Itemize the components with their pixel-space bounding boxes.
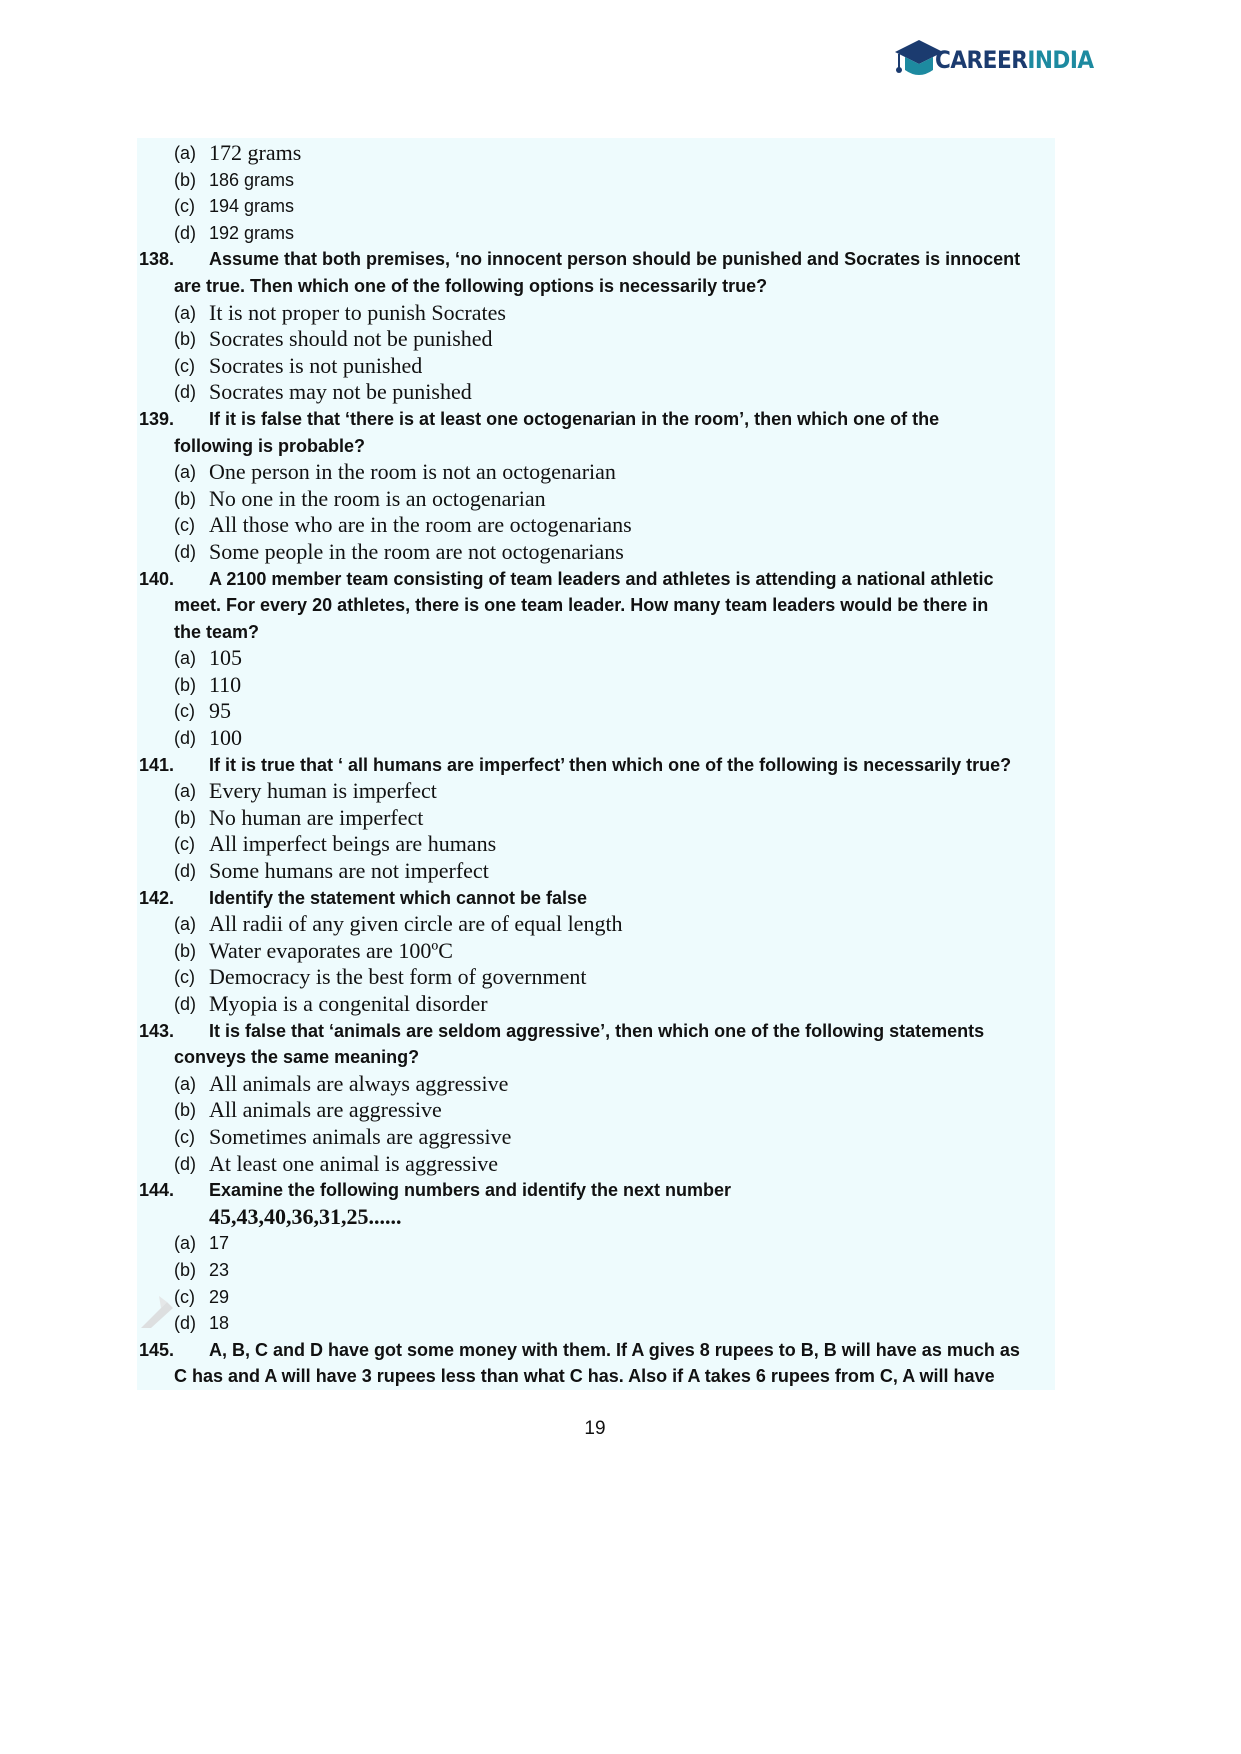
question-line (137, 1044, 1055, 1071)
option-text: Democracy is the best form of government (209, 964, 587, 990)
option-text: One person in the room is not an octogenarian (209, 459, 616, 485)
option-text: All imperfect beings are humans (209, 831, 497, 857)
option (137, 1230, 1055, 1257)
option-text: 29 (209, 1286, 230, 1307)
option-letter: (a) (174, 914, 196, 935)
question-text: A 2100 member team consisting of team leaders and athletes is attending a national athletic (209, 568, 994, 589)
option-text: All animals are always aggressive (209, 1070, 509, 1096)
question-text: A, B, C and D have got some money with them. If A gives 8 rupees to B, B will have as much as (209, 1339, 1020, 1360)
question-text: Identify the statement which cannot be false (209, 887, 588, 908)
option-letter: (b) (174, 807, 196, 828)
option (137, 805, 1055, 832)
option-text: 192 grams (209, 222, 295, 243)
option (137, 1284, 1055, 1311)
question-number: 138. (139, 249, 175, 270)
option-text: Socrates may not be punished (209, 379, 472, 405)
option-letter: (b) (174, 169, 196, 190)
option-text: No one in the room is an octogenarian (209, 485, 546, 511)
question-text: are true. Then which one of the following options is necessarily true? (174, 275, 768, 296)
option-letter: (b) (174, 940, 196, 961)
option-letter: (d) (174, 222, 196, 243)
option-text: At least one animal is aggressive (209, 1150, 498, 1176)
option-text: Socrates should not be punished (209, 326, 493, 352)
option-text: 172 grams (209, 140, 302, 165)
option-letter: (c) (174, 355, 195, 376)
option-letter: (d) (174, 728, 196, 749)
option-text: All animals are aggressive (209, 1097, 442, 1123)
option (137, 220, 1055, 247)
question-line (137, 1363, 1055, 1390)
option-letter: (a) (174, 1073, 196, 1094)
option (137, 512, 1055, 539)
option-text: 23 (209, 1259, 230, 1280)
option (137, 1257, 1055, 1284)
logo-text-career: CAREER (935, 46, 1028, 74)
page-number: 19 (584, 1418, 606, 1439)
option (137, 1097, 1055, 1124)
question-line (137, 619, 1055, 646)
option-text: No human are imperfect (209, 804, 424, 830)
logo-wordmark (935, 48, 1094, 72)
option-text: All those who are in the room are octogenarians (209, 512, 632, 538)
careerindia-logo (893, 34, 1094, 84)
question-144 (137, 1177, 1055, 1204)
option-letter: (a) (174, 648, 196, 669)
option-text: 110 (209, 671, 242, 697)
option-letter: (c) (174, 1126, 195, 1147)
option-text: All radii of any given circle are of equal length (209, 911, 623, 937)
option (137, 964, 1055, 991)
option-letter: (d) (174, 1313, 196, 1334)
option-letter: (b) (174, 1259, 196, 1280)
option (137, 379, 1055, 406)
option (137, 167, 1055, 194)
option (137, 140, 1055, 167)
option-letter: (b) (174, 329, 196, 350)
option-text: 17 (209, 1233, 230, 1254)
question-text: the team? (174, 621, 260, 642)
question-line (137, 592, 1055, 619)
option (137, 353, 1055, 380)
option (137, 1151, 1055, 1178)
question-143 (137, 1018, 1055, 1045)
option-letter: (d) (174, 994, 196, 1014)
option-text: Some people in the room are not octogenarians (209, 538, 624, 564)
option (137, 698, 1055, 725)
option (137, 778, 1055, 805)
question-142 (137, 885, 1055, 912)
option (137, 300, 1055, 327)
option-letter: (c) (174, 196, 195, 217)
option-letter: (a) (174, 143, 196, 163)
option (137, 991, 1055, 1018)
option-letter: (c) (174, 701, 195, 722)
option-letter: (d) (174, 861, 196, 882)
question-text: If it is false that ‘there is at least one octogenarian in the room’, then which one of the (209, 408, 940, 429)
option (137, 539, 1055, 566)
option-text: 18 (209, 1313, 230, 1334)
option-text: Every human is imperfect (209, 778, 437, 804)
question-number: 139. (139, 408, 175, 429)
option-letter: (c) (174, 515, 195, 536)
option-text: Socrates is not punished (209, 352, 423, 378)
option-letter: (d) (174, 1153, 196, 1174)
option-letter: (c) (174, 967, 195, 988)
option (137, 1310, 1055, 1337)
question-text: If it is true that ‘ all humans are imperfect’ then which one of the following is necessarily true? (209, 754, 1012, 775)
option (137, 1124, 1055, 1151)
option-letter: (a) (174, 462, 196, 483)
option (137, 858, 1055, 885)
question-text: meet. For every 20 athletes, there is one team leader. How many team leaders would be there in (174, 595, 989, 616)
option-text: Sometimes animals are aggressive (209, 1123, 512, 1149)
option-letter: (b) (174, 674, 196, 695)
question-141 (137, 752, 1055, 779)
question-140 (137, 566, 1055, 593)
question-line (137, 433, 1055, 460)
option (137, 831, 1055, 858)
question-line (137, 273, 1055, 300)
question-139 (137, 406, 1055, 433)
question-138 (137, 246, 1055, 273)
option-letter: (d) (174, 382, 196, 403)
option-text: 105 (209, 645, 242, 671)
option-text: Myopia is a congenital disorder (209, 991, 488, 1016)
question-number: 141. (139, 754, 175, 775)
option (137, 326, 1055, 353)
option-letter: (a) (174, 302, 196, 323)
option-letter: (b) (174, 1100, 196, 1121)
question-text: following is probable? (174, 435, 365, 456)
option-text: Water evaporates are 100ºC (209, 937, 453, 963)
question-text: C has and A will have 3 rupees less than what C has. Also if A takes 6 rupees from C, A will have (174, 1366, 995, 1387)
question-text: conveys the same meaning? (174, 1047, 420, 1068)
option (137, 459, 1055, 486)
option-letter: (a) (174, 781, 196, 802)
option-letter: (c) (174, 1286, 195, 1307)
question-list (137, 140, 1055, 1390)
question-text: It is false that ‘animals are seldom aggressive’, then which one of the following statements (209, 1020, 985, 1041)
option (137, 938, 1055, 965)
number-sequence (137, 1204, 1055, 1231)
option (137, 672, 1055, 699)
option-text: 95 (209, 698, 231, 724)
option-letter: (d) (174, 541, 196, 562)
sequence-text: 45,43,40,36,31,25...... (209, 1203, 402, 1229)
option (137, 645, 1055, 672)
option-letter: (a) (174, 1233, 196, 1254)
question-text: Assume that both premises, ‘no innocent person should be punished and Socrates is innocent (209, 249, 1021, 270)
option (137, 193, 1055, 220)
option-letter: (b) (174, 488, 196, 509)
question-number: 142. (139, 887, 175, 908)
logo-text-india: INDIA (1027, 46, 1094, 74)
option-letter: (c) (174, 834, 195, 855)
option (137, 725, 1055, 752)
option (137, 1071, 1055, 1098)
option (137, 911, 1055, 938)
question-text: Examine the following numbers and identify the next number (209, 1180, 732, 1201)
question-number: 143. (139, 1020, 175, 1041)
option-text: 100 (209, 725, 242, 751)
question-145 (137, 1337, 1055, 1364)
question-number: 140. (139, 568, 175, 589)
option (137, 486, 1055, 513)
option-text: 186 grams (209, 169, 295, 190)
option-text: It is not proper to punish Socrates (209, 299, 506, 325)
question-number: 145. (139, 1339, 175, 1360)
watermark-icon (137, 1292, 177, 1332)
option-text: Some humans are not imperfect (209, 858, 489, 884)
option-text: 194 grams (209, 196, 295, 217)
question-number: 144. (139, 1180, 175, 1201)
